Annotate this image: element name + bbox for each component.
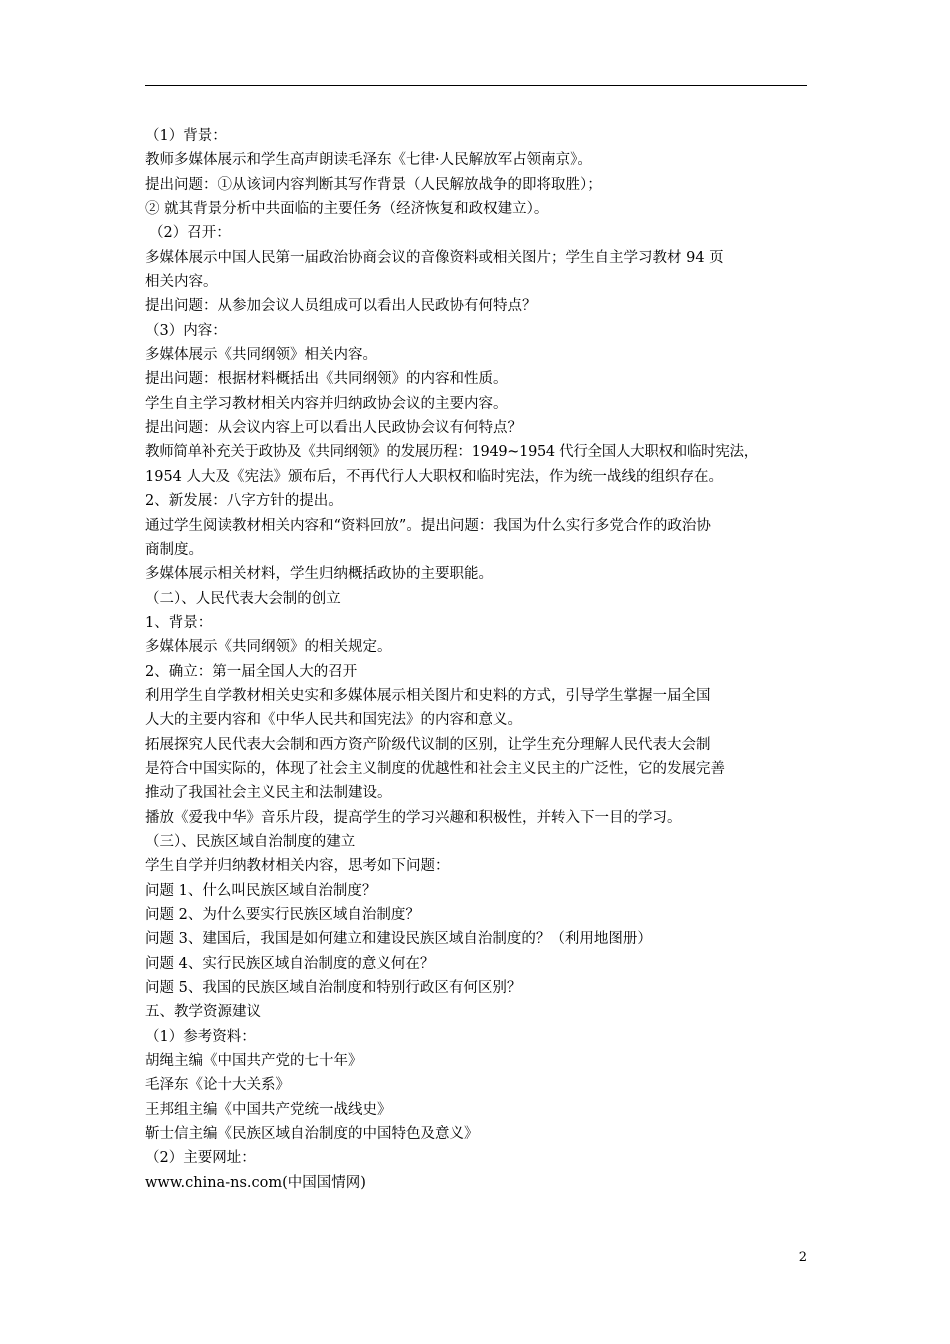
text-line: （2）召开： — [149, 225, 231, 242]
text-line: 问题 5、我国的民族区域自治制度和特别行政区有何区别？ — [145, 980, 522, 997]
text-line: 商制度。 — [145, 541, 203, 558]
text-line: 推动了我国社会主义民主和法制建设。 — [145, 785, 392, 802]
text-line: 1、背景： — [145, 614, 213, 631]
document-body — [145, 124, 810, 1195]
text-line: 五、教学资源建议 — [145, 1004, 261, 1021]
text-line: 提出问题：①从该词内容判断其写作背景（人民解放战争的即将取胜）； — [145, 176, 602, 193]
text-line: 利用学生自学教材相关史实和多媒体展示相关图片和史料的方式，引导学生掌握一届全国 — [145, 687, 711, 704]
text-line: 多媒体展示相关材料，学生归纳概括政协的主要职能。 — [145, 566, 493, 583]
text-line: 提出问题：根据材料概括出《共同纲领》的内容和性质。 — [145, 371, 508, 388]
text-line: 多媒体展示《共同纲领》的相关规定。 — [145, 639, 392, 656]
text-line: 教师简单补充关于政协及《共同纲领》的发展历程：1949~1954 代行全国人大职权和临时宪法， — [145, 444, 758, 461]
text-line: 问题 3、建国后，我国是如何建立和建设民族区域自治制度的？（利用地图册） — [145, 931, 652, 948]
text-line: 2、新发展：八字方针的提出。 — [145, 493, 343, 510]
text-line: 通过学生阅读教材相关内容和“资料回放”。提出问题：我国为什么实行多党合作的政治协 — [145, 517, 711, 534]
text-line: 提出问题：从参加会议人员组成可以看出人民政协有何特点？ — [145, 298, 537, 315]
text-line: 学生自学并归纳教材相关内容，思考如下问题： — [145, 858, 450, 875]
page-number: 2 — [798, 1250, 807, 1265]
text-line: 拓展探究人民代表大会制和西方资产阶级代议制的区别，让学生充分理解人民代表大会制 — [145, 736, 711, 753]
text-line: （2）主要网址： — [145, 1150, 256, 1167]
text-line: 毛泽东《论十大关系》 — [145, 1077, 290, 1094]
text-line: 人大的主要内容和《中华人民共和国宪法》的内容和意义。 — [145, 712, 522, 729]
text-line: ② 就其背景分析中共面临的主要任务（经济恢复和政权建立）。 — [145, 201, 549, 218]
text-line: 胡绳主编《中国共产党的七十年》 — [145, 1053, 363, 1070]
text-line: www.china-ns.com(中国国情网) — [145, 1174, 366, 1191]
text-line: 播放《爱我中华》音乐片段，提高学生的学习兴趣和积极性，并转入下一目的学习。 — [145, 809, 682, 826]
text-line: 问题 4、实行民族区域自治制度的意义何在？ — [145, 955, 435, 972]
header-rule — [145, 85, 807, 86]
text-line: （3）内容： — [145, 322, 227, 339]
text-line: 王邦组主编《中国共产党统一战线史》 — [145, 1101, 392, 1118]
text-line: 2、确立：第一届全国人大的召开 — [145, 663, 358, 680]
text-line: 是符合中国实际的，体现了社会主义制度的优越性和社会主义民主的广泛性，它的发展完善 — [145, 760, 725, 777]
text-line: 学生自主学习教材相关内容并归纳政协会议的主要内容。 — [145, 395, 508, 412]
text-line: 靳士信主编《民族区域自治制度的中国特色及意义》 — [145, 1126, 479, 1143]
text-line: 多媒体展示《共同纲领》相关内容。 — [145, 347, 377, 364]
text-line: 多媒体展示中国人民第一届政治协商会议的音像资料或相关图片；学生自主学习教材 94 页 — [145, 249, 724, 266]
text-line: 问题 1、什么叫民族区域自治制度？ — [145, 882, 377, 899]
text-line: （二）、人民代表大会制的创立 — [145, 590, 341, 607]
text-line: （1）参考资料： — [145, 1028, 256, 1045]
text-line: 问题 2、为什么要实行民族区域自治制度？ — [145, 907, 420, 923]
text-line: 1954 人大及《宪法》颁布后，不再代行人大职权和临时宪法，作为统一战线的组织存在。 — [145, 468, 724, 485]
text-line: （三）、民族区域自治制度的建立 — [145, 833, 356, 850]
text-line: 相关内容。 — [145, 274, 218, 291]
text-line: 教师多媒体展示和学生高声朗读毛泽东《七律·人民解放军占领南京》。 — [145, 152, 592, 169]
text-line: （1）背景： — [145, 128, 227, 144]
text-line: 提出问题：从会议内容上可以看出人民政协会议有何特点？ — [145, 420, 522, 437]
